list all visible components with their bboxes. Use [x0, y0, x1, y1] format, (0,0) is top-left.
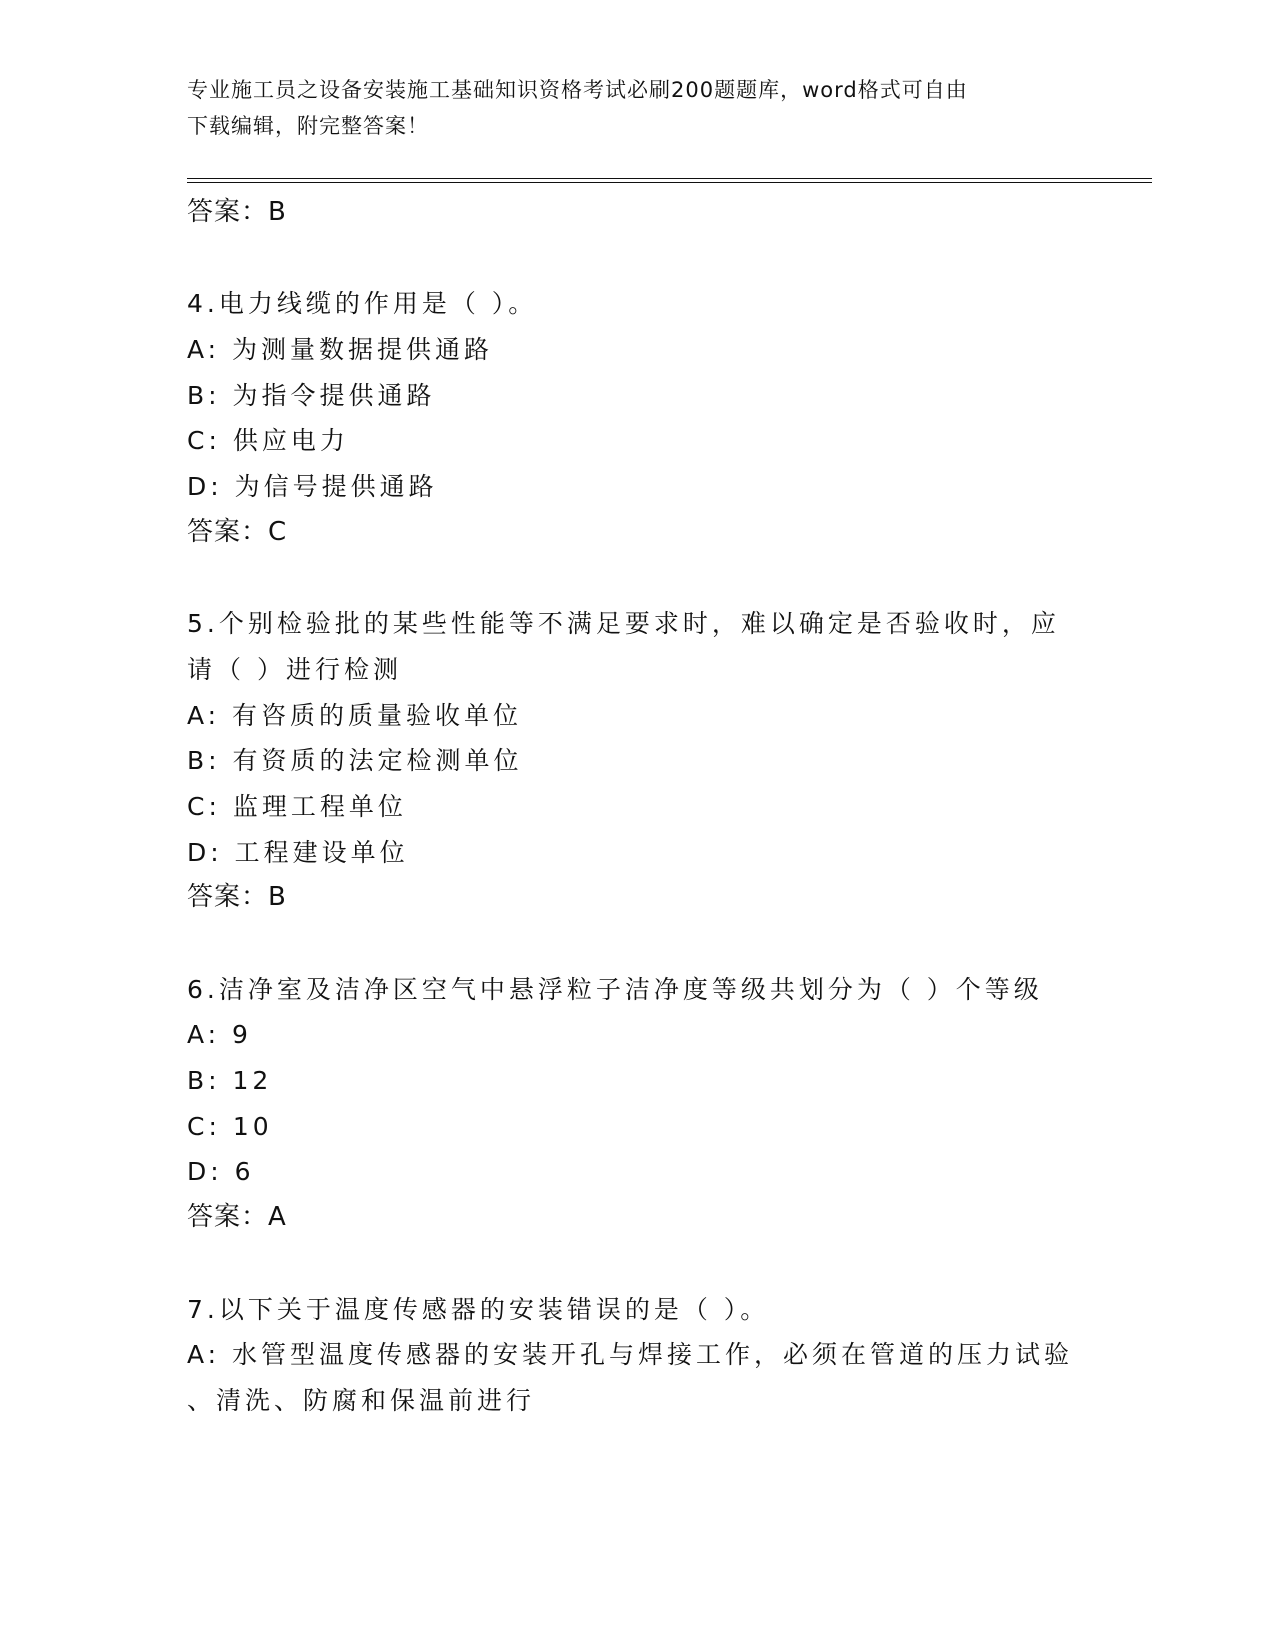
- question-4: [187, 281, 1087, 555]
- question-text: 6.洁净室及洁净区空气中悬浮粒子洁净度等级共划分为（ ）个等级: [187, 974, 1043, 1004]
- answer: 答案：B: [187, 882, 287, 913]
- answer: 答案：C: [187, 516, 288, 547]
- prev-question-answer: 答案：B: [187, 197, 287, 227]
- option-c: C: 供应电力: [187, 426, 349, 456]
- spacer: [187, 556, 1087, 602]
- option-a: A: 9: [187, 1020, 252, 1050]
- answer: 答案：A: [187, 1202, 287, 1233]
- option-a-line-1: A: 水管型温度传感器的安装开孔与焊接工作，必须在管道的压力试验: [187, 1340, 1074, 1370]
- header-title-line-1: 专业施工员之设备安装施工基础知识资格考试必刷200题题库，word格式可自由: [187, 78, 968, 102]
- option-b: B: 有资质的法定检测单位: [187, 746, 523, 776]
- option-a-line-2: 、清洗、防腐和保温前进行: [187, 1385, 536, 1415]
- document-header: [187, 72, 1087, 144]
- question-text-line-2: 请（ ）进行检测: [187, 654, 402, 684]
- option-b: B: 12: [187, 1066, 273, 1096]
- option-a: A: 有咨质的质量验收单位: [187, 700, 523, 730]
- option-c: C: 10: [187, 1111, 273, 1141]
- option-b: B: 为指令提供通路: [187, 380, 436, 410]
- option-a: A: 为测量数据提供通路: [187, 335, 494, 365]
- spacer: [187, 921, 1087, 967]
- spacer: [187, 236, 1087, 282]
- question-7: [187, 1287, 1087, 1424]
- question-5: [187, 601, 1087, 921]
- question-6: [187, 967, 1087, 1241]
- question-text: 7.以下关于温度传感器的安装错误的是（ ）。: [187, 1294, 770, 1324]
- question-text-line-1: 5.个别检验批的某些性能等不满足要求时，难以确定是否验收时，应: [187, 609, 1060, 639]
- option-d: D: 6: [187, 1157, 255, 1187]
- question-text: 4.电力线缆的作用是（ ）。: [187, 289, 538, 319]
- spacer: [187, 1241, 1087, 1287]
- option-d: D: 为信号提供通路: [187, 472, 438, 502]
- option-c: C: 监理工程单位: [187, 791, 407, 821]
- header-double-rule: [187, 178, 1152, 183]
- document-body: [187, 190, 1087, 1424]
- option-d: D: 工程建设单位: [187, 837, 409, 867]
- header-title-line-2: 下载编辑，附完整答案！: [187, 114, 429, 138]
